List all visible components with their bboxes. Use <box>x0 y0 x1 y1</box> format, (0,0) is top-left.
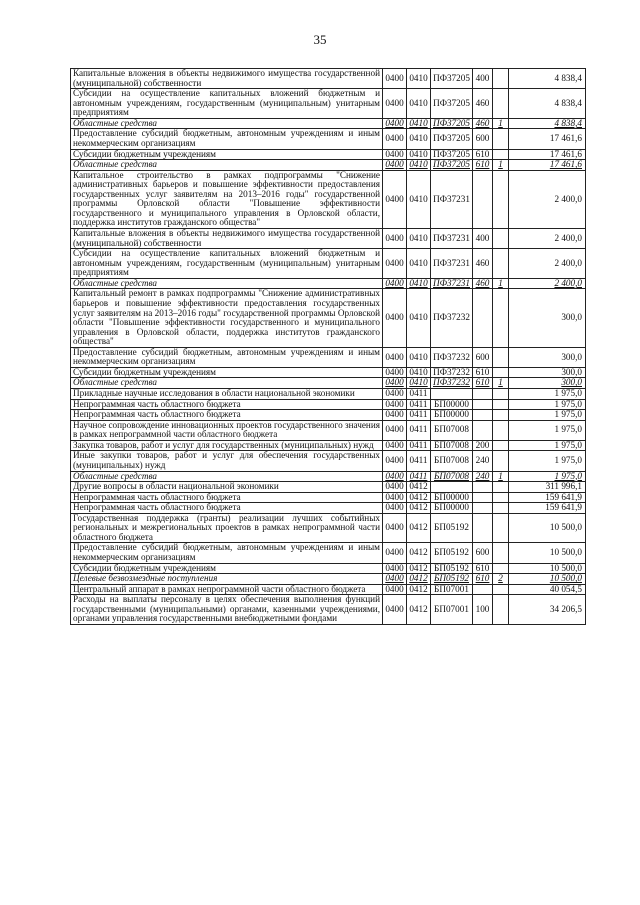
section-code: 0400 <box>383 249 407 279</box>
funding-source-code <box>493 229 509 249</box>
subsection-code: 0412 <box>407 503 431 514</box>
table-row <box>71 399 586 410</box>
target-article-code: ПФ37232 <box>431 367 473 378</box>
section-code: 0400 <box>383 367 407 378</box>
section-code: 0400 <box>383 482 407 493</box>
row-description: Областные средства <box>71 471 383 482</box>
funding-source-code: 2 <box>493 574 509 585</box>
table-row <box>71 69 586 89</box>
table-row <box>71 229 586 249</box>
row-description: Центральный аппарат в рамках непрограммной части областного бюджета <box>71 584 383 595</box>
subsection-code: 0412 <box>407 563 431 574</box>
row-description: Закупка товаров, работ и услуг для государственных (муниципальных) нужд <box>71 440 383 451</box>
row-description: Капитальное строительство в рамках подпрограммы "Снижение административных барьеров и повышение эффективности предоставления государственных услуг заявителям на 2013–2016 годы" государственной программы Орловской области "Повышение эффективности государственного и муниципального управления в Орловской области, поддержка институтов гражданского общества" <box>71 170 383 228</box>
funding-source-code: 1 <box>493 278 509 289</box>
subsection-code: 0411 <box>407 399 431 410</box>
amount-value: 17 461,6 <box>509 149 586 160</box>
table-row <box>71 289 586 347</box>
target-article-code: ПФ37231 <box>431 170 473 228</box>
row-description: Расходы на выплаты персоналу в целях обеспечения выполнения функций государственными (муниципальными) органами, казенными учреждениями, органами управления государственными внебюджетными фондами <box>71 595 383 625</box>
row-description: Капитальные вложения в объекты недвижимого имущества государственной (муниципальной) собственности <box>71 69 383 89</box>
row-description: Капитальный ремонт в рамках подпрограммы "Снижение административных барьеров и повышение эффективности предоставления государственных услуг заявителям на 2013–2016 годы" государственной программы Орловской области "Повышение эффективности государственного и муниципального управления в Орловской области, поддержка институтов гражданского общества" <box>71 289 383 347</box>
table-row <box>71 118 586 129</box>
expense-type-code: 200 <box>473 440 493 451</box>
subsection-code: 0411 <box>407 440 431 451</box>
amount-value: 2 400,0 <box>509 229 586 249</box>
row-description: Другие вопросы в области национальной экономики <box>71 482 383 493</box>
table-row <box>71 249 586 279</box>
page-number: 35 <box>313 32 327 47</box>
subsection-code: 0410 <box>407 367 431 378</box>
funding-source-code <box>493 513 509 543</box>
subsection-code: 0410 <box>407 69 431 89</box>
subsection-code: 0411 <box>407 420 431 440</box>
funding-source-code <box>493 440 509 451</box>
section-code: 0400 <box>383 399 407 410</box>
row-description: Капитальные вложения в объекты недвижимого имущества государственной (муниципальной) собственности <box>71 229 383 249</box>
table-row <box>71 420 586 440</box>
section-code: 0400 <box>383 574 407 585</box>
row-description: Непрограммная часть областного бюджета <box>71 492 383 503</box>
target-article-code: ПФ37232 <box>431 347 473 367</box>
funding-source-code <box>493 389 509 400</box>
subsection-code: 0411 <box>407 451 431 471</box>
expense-type-code <box>473 389 493 400</box>
section-code: 0400 <box>383 278 407 289</box>
expense-type-code <box>473 482 493 493</box>
subsection-code: 0410 <box>407 378 431 389</box>
row-description: Областные средства <box>71 160 383 171</box>
row-description: Государственная поддержка (гранты) реализации лучших событийных региональных и межрегиональных проектов в рамках непрограммной части областного бюджета <box>71 513 383 543</box>
amount-value: 300,0 <box>509 289 586 347</box>
target-article-code: БП05192 <box>431 513 473 543</box>
row-description: Целевые безвозмездные поступления <box>71 574 383 585</box>
subsection-code: 0410 <box>407 160 431 171</box>
expense-type-code: 610 <box>473 563 493 574</box>
expense-type-code <box>473 410 493 421</box>
table-row <box>71 410 586 421</box>
section-code: 0400 <box>383 595 407 625</box>
amount-value: 311 996,1 <box>509 482 586 493</box>
row-description: Областные средства <box>71 278 383 289</box>
expense-type-code <box>473 289 493 347</box>
table-row <box>71 389 586 400</box>
amount-value: 300,0 <box>509 347 586 367</box>
section-code: 0400 <box>383 471 407 482</box>
subsection-code: 0412 <box>407 595 431 625</box>
row-description: Научное сопровождение инновационных проектов государственного значения в рамках непрограммной части областного бюджета <box>71 420 383 440</box>
row-description: Непрограммная часть областного бюджета <box>71 410 383 421</box>
section-code: 0400 <box>383 563 407 574</box>
funding-source-code <box>493 563 509 574</box>
expense-type-code: 240 <box>473 471 493 482</box>
row-description: Субсидии на осуществление капитальных вложений бюджетным и автономным учреждениям, государственным (муниципальным) унитарным предприятиям <box>71 89 383 119</box>
section-code: 0400 <box>383 149 407 160</box>
table-row <box>71 89 586 119</box>
funding-source-code <box>493 482 509 493</box>
row-description: Областные средства <box>71 118 383 129</box>
table-row <box>71 160 586 171</box>
section-code: 0400 <box>383 69 407 89</box>
amount-value: 4 838,4 <box>509 118 586 129</box>
subsection-code: 0410 <box>407 149 431 160</box>
budget-table <box>70 68 586 625</box>
target-article-code: БП00000 <box>431 399 473 410</box>
expense-type-code <box>473 492 493 503</box>
expense-type-code: 400 <box>473 69 493 89</box>
section-code: 0400 <box>383 451 407 471</box>
expense-type-code: 600 <box>473 347 493 367</box>
row-description: Прикладные научные исследования в области национальной экономики <box>71 389 383 400</box>
expense-type-code: 460 <box>473 118 493 129</box>
amount-value: 4 838,4 <box>509 69 586 89</box>
funding-source-code <box>493 170 509 228</box>
target-article-code: ПФ37205 <box>431 160 473 171</box>
expense-type-code: 610 <box>473 378 493 389</box>
funding-source-code <box>493 367 509 378</box>
amount-value: 1 975,0 <box>509 471 586 482</box>
target-article-code: БП00000 <box>431 492 473 503</box>
target-article-code: ПФ37232 <box>431 289 473 347</box>
target-article-code: ПФ37205 <box>431 118 473 129</box>
funding-source-code <box>493 399 509 410</box>
subsection-code: 0410 <box>407 118 431 129</box>
expense-type-code <box>473 420 493 440</box>
section-code: 0400 <box>383 160 407 171</box>
funding-source-code <box>493 451 509 471</box>
subsection-code: 0412 <box>407 584 431 595</box>
target-article-code: БП05192 <box>431 543 473 563</box>
funding-source-code <box>493 420 509 440</box>
subsection-code: 0412 <box>407 574 431 585</box>
expense-type-code: 240 <box>473 451 493 471</box>
target-article-code: БП07008 <box>431 420 473 440</box>
section-code: 0400 <box>383 378 407 389</box>
row-description: Субсидии бюджетным учреждениям <box>71 563 383 574</box>
target-article-code: ПФ37231 <box>431 229 473 249</box>
amount-value: 159 641,9 <box>509 492 586 503</box>
amount-value: 1 975,0 <box>509 420 586 440</box>
amount-value: 10 500,0 <box>509 513 586 543</box>
row-description: Иные закупки товаров, работ и услуг для обеспечения государственных (муниципальных) нужд <box>71 451 383 471</box>
table-row <box>71 482 586 493</box>
row-description: Субсидии бюджетным учреждениям <box>71 149 383 160</box>
funding-source-code <box>493 410 509 421</box>
amount-value: 10 500,0 <box>509 543 586 563</box>
target-article-code: БП07008 <box>431 440 473 451</box>
expense-type-code: 610 <box>473 367 493 378</box>
table-row <box>71 471 586 482</box>
expense-type-code <box>473 513 493 543</box>
amount-value: 2 400,0 <box>509 249 586 279</box>
amount-value: 1 975,0 <box>509 440 586 451</box>
subsection-code: 0411 <box>407 410 431 421</box>
table-row <box>71 129 586 149</box>
subsection-code: 0410 <box>407 289 431 347</box>
funding-source-code: 1 <box>493 471 509 482</box>
table-row <box>71 378 586 389</box>
row-description: Непрограммная часть областного бюджета <box>71 399 383 410</box>
expense-type-code <box>473 399 493 410</box>
target-article-code: ПФ37205 <box>431 69 473 89</box>
funding-source-code: 1 <box>493 118 509 129</box>
amount-value: 159 641,9 <box>509 503 586 514</box>
subsection-code: 0410 <box>407 229 431 249</box>
subsection-code: 0410 <box>407 278 431 289</box>
table-row <box>71 492 586 503</box>
target-article-code: БП07001 <box>431 584 473 595</box>
amount-value: 2 400,0 <box>509 170 586 228</box>
row-description: Субсидии на осуществление капитальных вложений бюджетным и автономным учреждениям, государственным (муниципальным) унитарным предприятиям <box>71 249 383 279</box>
row-description: Предоставление субсидий бюджетным, автономным учреждениям и иным некоммерческим организациям <box>71 543 383 563</box>
table-row <box>71 367 586 378</box>
section-code: 0400 <box>383 170 407 228</box>
section-code: 0400 <box>383 410 407 421</box>
subsection-code: 0410 <box>407 89 431 119</box>
table-row <box>71 347 586 367</box>
section-code: 0400 <box>383 229 407 249</box>
amount-value: 1 975,0 <box>509 410 586 421</box>
expense-type-code: 610 <box>473 574 493 585</box>
expense-type-code: 460 <box>473 89 493 119</box>
expense-type-code: 610 <box>473 149 493 160</box>
amount-value: 17 461,6 <box>509 160 586 171</box>
table-row <box>71 595 586 625</box>
target-article-code: БП07001 <box>431 595 473 625</box>
subsection-code: 0411 <box>407 389 431 400</box>
section-code: 0400 <box>383 440 407 451</box>
subsection-code: 0410 <box>407 170 431 228</box>
table-row <box>71 543 586 563</box>
amount-value: 10 500,0 <box>509 574 586 585</box>
section-code: 0400 <box>383 584 407 595</box>
table-row <box>71 513 586 543</box>
expense-type-code <box>473 503 493 514</box>
funding-source-code <box>493 129 509 149</box>
funding-source-code <box>493 584 509 595</box>
funding-source-code <box>493 249 509 279</box>
expense-type-code <box>473 170 493 228</box>
amount-value: 1 975,0 <box>509 399 586 410</box>
target-article-code: ПФ37205 <box>431 149 473 160</box>
funding-source-code <box>493 149 509 160</box>
expense-type-code: 610 <box>473 160 493 171</box>
funding-source-code <box>493 492 509 503</box>
table-row <box>71 149 586 160</box>
amount-value: 34 206,5 <box>509 595 586 625</box>
target-article-code <box>431 482 473 493</box>
amount-value: 1 975,0 <box>509 451 586 471</box>
section-code: 0400 <box>383 289 407 347</box>
section-code: 0400 <box>383 347 407 367</box>
funding-source-code: 1 <box>493 378 509 389</box>
table-row <box>71 563 586 574</box>
amount-value: 300,0 <box>509 378 586 389</box>
funding-source-code <box>493 543 509 563</box>
table-row <box>71 574 586 585</box>
target-article-code: ПФ37231 <box>431 278 473 289</box>
target-article-code: ПФ37232 <box>431 378 473 389</box>
section-code: 0400 <box>383 492 407 503</box>
table-row <box>71 503 586 514</box>
expense-type-code: 460 <box>473 278 493 289</box>
subsection-code: 0411 <box>407 471 431 482</box>
expense-type-code: 600 <box>473 543 493 563</box>
section-code: 0400 <box>383 513 407 543</box>
section-code: 0400 <box>383 503 407 514</box>
target-article-code: БП05192 <box>431 574 473 585</box>
row-description: Субсидии бюджетным учреждениям <box>71 367 383 378</box>
target-article-code: БП07008 <box>431 471 473 482</box>
amount-value: 10 500,0 <box>509 563 586 574</box>
table-row <box>71 451 586 471</box>
expense-type-code <box>473 584 493 595</box>
section-code: 0400 <box>383 389 407 400</box>
section-code: 0400 <box>383 543 407 563</box>
subsection-code: 0412 <box>407 492 431 503</box>
target-article-code: ПФ37205 <box>431 89 473 119</box>
row-description: Непрограммная часть областного бюджета <box>71 503 383 514</box>
expense-type-code: 400 <box>473 229 493 249</box>
amount-value: 17 461,6 <box>509 129 586 149</box>
section-code: 0400 <box>383 129 407 149</box>
target-article-code: БП05192 <box>431 563 473 574</box>
row-description: Предоставление субсидий бюджетным, автономным учреждениям и иным некоммерческим организациям <box>71 347 383 367</box>
amount-value: 4 838,4 <box>509 89 586 119</box>
amount-value: 40 054,5 <box>509 584 586 595</box>
funding-source-code: 1 <box>493 160 509 171</box>
section-code: 0400 <box>383 118 407 129</box>
funding-source-code <box>493 503 509 514</box>
row-description: Предоставление субсидий бюджетным, автономным учреждениям и иным некоммерческим организациям <box>71 129 383 149</box>
funding-source-code <box>493 289 509 347</box>
funding-source-code <box>493 347 509 367</box>
table-row <box>71 440 586 451</box>
target-article-code: БП00000 <box>431 410 473 421</box>
amount-value: 2 400,0 <box>509 278 586 289</box>
row-description: Областные средства <box>71 378 383 389</box>
section-code: 0400 <box>383 420 407 440</box>
target-article-code: БП00000 <box>431 503 473 514</box>
subsection-code: 0410 <box>407 347 431 367</box>
funding-source-code <box>493 595 509 625</box>
budget-table-body <box>71 69 586 625</box>
section-code: 0400 <box>383 89 407 119</box>
amount-value: 300,0 <box>509 367 586 378</box>
expense-type-code: 100 <box>473 595 493 625</box>
amount-value: 1 975,0 <box>509 389 586 400</box>
target-article-code <box>431 389 473 400</box>
subsection-code: 0412 <box>407 513 431 543</box>
target-article-code: БП07008 <box>431 451 473 471</box>
subsection-code: 0410 <box>407 249 431 279</box>
expense-type-code: 460 <box>473 249 493 279</box>
subsection-code: 0410 <box>407 129 431 149</box>
table-row <box>71 170 586 228</box>
table-row <box>71 584 586 595</box>
subsection-code: 0412 <box>407 543 431 563</box>
funding-source-code <box>493 69 509 89</box>
expense-type-code: 600 <box>473 129 493 149</box>
target-article-code: ПФ37231 <box>431 249 473 279</box>
table-row <box>71 278 586 289</box>
target-article-code: ПФ37205 <box>431 129 473 149</box>
subsection-code: 0412 <box>407 482 431 493</box>
funding-source-code <box>493 89 509 119</box>
